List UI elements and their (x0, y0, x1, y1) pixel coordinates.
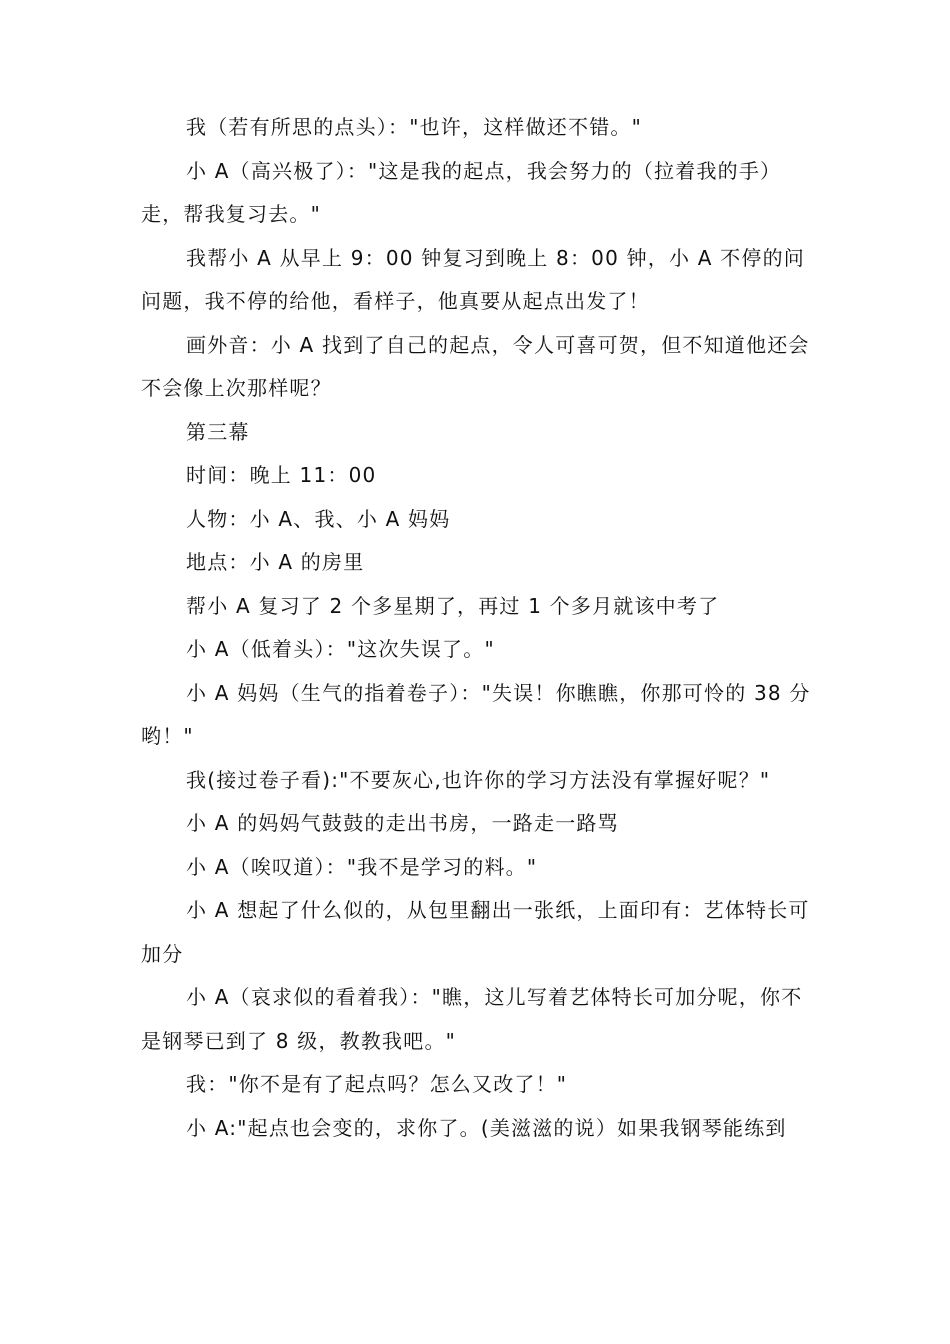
paragraph: 小 A 的妈妈气鼓鼓的走出书房，一路走一路骂 (186, 811, 619, 835)
paragraph: 画外音：小 A 找到了自己的起点，令人可喜可贺，但不知道他还会不会像上次那样呢？ (141, 332, 810, 400)
paragraph: 小 A（哀求似的看着我）："瞧，这儿写着艺体特长可加分呢，你不是钢琴已到了 8 级，教教我吧。" (141, 985, 803, 1053)
paragraph: 我："你不是有了起点吗？怎么又改了！" (186, 1072, 568, 1096)
paragraph: 我帮小 A 从早上 9：00 钟复习到晚上 8：00 钟，小 A 不停的问问题，我不停的给他，看样子，他真要从起点出发了！ (141, 245, 805, 313)
paragraph: 帮小 A 复习了 2 个多星期了，再过 1 个多月就该中考了 (186, 593, 720, 618)
paragraph: 我(接过卷子看):"不要灰心,也许你的学习方法没有掌握好呢？" (186, 767, 771, 792)
paragraph: 小 A（低着头）："这次失误了。" (186, 637, 495, 661)
scene-characters: 人物：小 A、我、小 A 妈妈 (186, 506, 451, 531)
document-body (141, 106, 813, 1150)
paragraph: 我（若有所思的点头）："也许，这样做还不错。" (186, 115, 642, 139)
paragraph: 小 A（唉叹道）："我不是学习的料。" (186, 854, 538, 879)
paragraph: 小 A（高兴极了）："这是我的起点，我会努力的（拉着我的手）走，帮我复习去。" (141, 158, 782, 226)
scene-location: 地点：小 A 的房里 (186, 550, 365, 574)
paragraph: 小 A 想起了什么似的，从包里翻出一张纸，上面印有：艺体特长可加分 (141, 898, 810, 966)
paragraph: 小 A:"起点也会变的，求你了。(美滋滋的说）如果我钢琴能练到 (186, 1115, 787, 1140)
act-heading: 第三幕 (186, 419, 250, 444)
paragraph: 小 A 妈妈（生气的指着卷子）："失误！你瞧瞧，你那可怜的 38 分哟！" (141, 680, 811, 748)
scene-time: 时间：晚上 11：00 (186, 463, 377, 487)
